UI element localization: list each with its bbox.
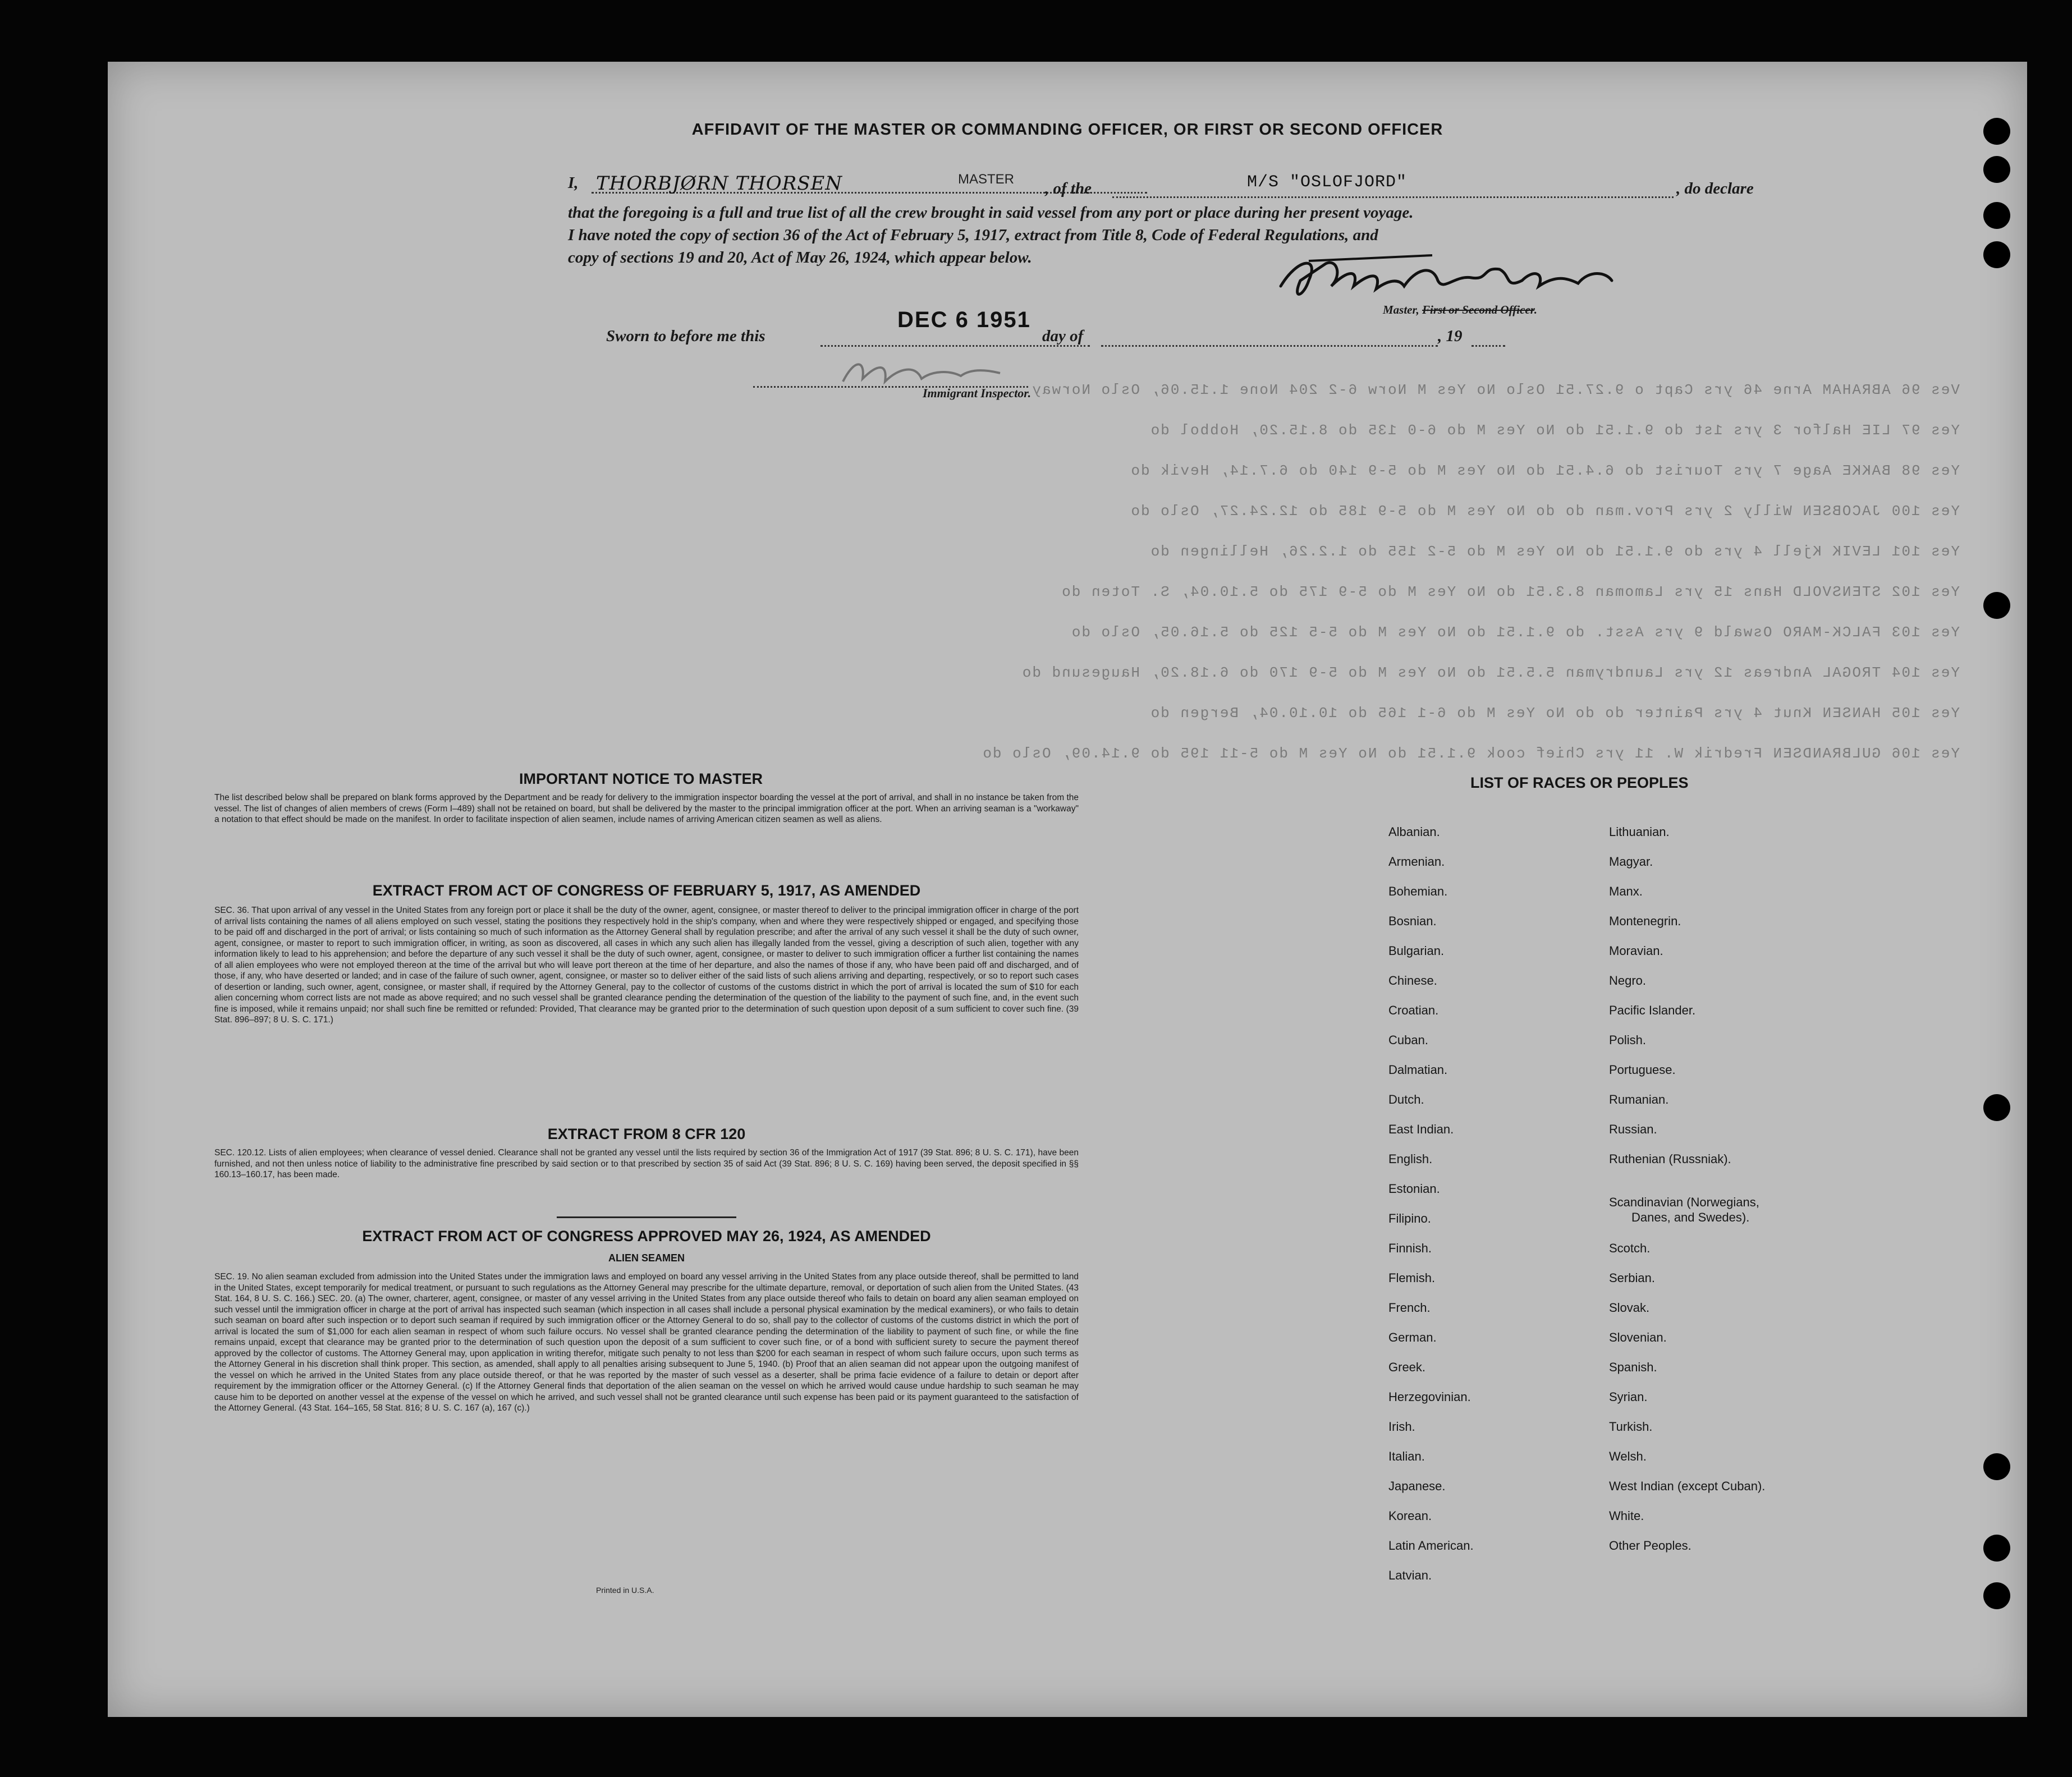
extract-1924-text: SEC. 19. No alien seaman excluded from admission into the United States under the immigration laws and employed on board any vessel arriving in the United States from any place outside thereof, shall be permitted to land in the United States, except temporarily for medical treatment, or pursuant to such regulations as the Attorney General may prescribe for the ultimate departure, removal, or deportation of such alien from the United States. (43 Stat. 164, 8 U. S. C. 166.) SEC. 20. (a) The owner, charterer, agent, consignee, or master of any vessel arriving in the United States from any place outside thereof who fails to detain on board any alien seaman employed on such vessel until the immigration officer in charge at the port of arrival has inspected such seaman (which inspection in all cases shall include a personal physical examination by the medical examiners), or who fails to detain such seaman on board after such inspection or to deport such seaman if required by such immigration officer or the Attorney General to do so, shall pay to the collector of customs of the customs district in which the port of arrival is located the sum of $1,000 for each alien seaman in respect of whom such failure occurs. No vessel shall be granted clearance pending the determination of the liability to payment of such fine, or while the fine remains unpaid, except that clearance may be granted prior to the determination of such question upon the deposit of a sum sufficient to cover such fine, or of a bond with sufficient surety to secure the payment thereof approved by the collector of customs. The Attorney General may, upon application in writing therefor, mitigate such penalty to not less than $200 for each seaman in respect of whom such failure occurs, upon such terms as the Attorney General in his discretion shall think proper. This section, as amended, shall apply to all penalties arising subsequent to June 5, 1940. (b) Proof that an alien seaman did not appear upon the outgoing manifest of the vessel on which he arrived in the United States from any place outside thereof, or that he was reported by the master of such vessel as a deserter, shall be prima facie evidence of a failure to detain or deport after requirement by the immigration officer or the Attorney General. (c) If the Attorney General finds that deportation of the alien seaman on the vessel on which he arrived would cause undue hardship to such seaman he may cause him to be deported on another vessel at the expense of the vessel on which he arrived, and such vessel shall not be granted clearance until such expense has been paid or its payment guaranteed to the satisfaction of the Attorney General. (43 Stat. 164–165, 58 Stat. 816; 8 U. S. C. 167 (a), 167 (c).): [214, 1272, 1079, 1413]
punch-hole: [1983, 202, 2010, 229]
race-item: English.: [1388, 1152, 1433, 1166]
extract-1924-heading: EXTRACT FROM ACT OF CONGRESS APPROVED MAY 26, 1924, AS AMENDED: [362, 1228, 931, 1245]
race-item: Herzegovinian.: [1388, 1390, 1471, 1404]
race-item: Russian.: [1609, 1122, 1657, 1136]
month-dotted-line: [1101, 345, 1438, 347]
race-item: Portuguese.: [1609, 1063, 1676, 1077]
punch-hole: [1983, 1535, 2010, 1562]
extract-1917-text: SEC. 36. That upon arrival of any vessel in the United States from any foreign port or place it shall be the duty of the owner, agent, consignee, or master thereof to deliver to the principal immigration officer in charge of the port of arrival lists containing the names of all aliens employed on such vessel, stating the positions they respectively hold in the ship's company, when and where they were respectively shipped or engaged, and specifying those to be paid off and discharged in the port of arrival; or lists containing so much of such information as the Attorney General shall by regulation prescribe; and after the arrival of any such vessel it shall be the duty of such owner, agent, consignee, or master to report to such immigration officer, in writing, as soon as discovered, all cases in which any such alien has illegally landed from the vessel, giving a description of such alien, together with any information likely to lead to his apprehension; and before the departure of any such vessel it shall be the duty of such owner, agent, consignee, or master to deliver to such immigration officer a further list containing the names of all alien employees who were not employed thereon at the time of the arrival but who will leave port thereon at the time of her departure, and also the names of those if any, who have been paid off and discharged, and of those, if any, who have deserted or landed; and in case of the failure of such owner, agent, consignee, or master so to deliver either of the said lists of such aliens arriving and departing, respectively, or so to report such cases of desertion or landing, such owner, agent, consignee, or master shall, if required by the Attorney General, pay to the collector of customs of the customs district in which the port of arrival is located the sum of $10 for each alien concerning whom correct lists are not made as above required; and no such vessel shall be granted clearance pending the determination of the question of the liability to the payment of such fine, and, in the event such fine is imposed, while it remains unpaid; nor shall such fine be remitted or refunded: Provided, That clearance may be granted prior to the determination of such question upon deposit of a sum sufficient to cover such fine. (39 Stat. 896–897; 8 U. S. C. 171.): [214, 906, 1079, 1025]
notice-text: The list described below shall be prepared on blank forms approved by the Department and be ready for delivery to the immigration inspector boarding the vessel at the port of arrival, and shall in no instance be taken from the vessel. The list of changes of alien members of crews (Form I–489) shall not be retained on board, but shall be delivered by the master to the principal immigration officer at the port. When an arriving seaman is a "workaway" a notation to that effect should be made on the manifest. In order to facilitate inspection of alien seamen, include names of arriving American citizen seamen as well as aliens.: [214, 793, 1079, 824]
declaration-line-2: I have noted the copy of section 36 of the Act of February 5, 1917, extract from Title 8, Code of Federal Regulations, and: [568, 226, 1378, 244]
race-item: White.: [1609, 1509, 1644, 1523]
vessel-name-field: M/S "OSLOFJORD": [1247, 173, 1408, 192]
race-item: Latvian.: [1388, 1568, 1432, 1582]
race-item: Croatian.: [1388, 1003, 1439, 1017]
race-item: Flemish.: [1388, 1271, 1436, 1285]
race-item: Negro.: [1609, 974, 1647, 988]
affidavit-title: AFFIDAVIT OF THE MASTER OR COMMANDING OFFICER, OR FIRST OR SECOND OFFICER: [691, 121, 1443, 139]
race-item: Other Peoples.: [1609, 1539, 1691, 1553]
punch-hole: [1983, 1094, 2010, 1121]
race-item: Armenian.: [1388, 855, 1445, 869]
race-item: Estonian.: [1388, 1182, 1440, 1196]
race-item: Turkish.: [1609, 1420, 1653, 1434]
race-item: Bohemian.: [1388, 884, 1448, 898]
of-the-label: , of the: [1045, 180, 1092, 198]
race-item: Danes, and Swedes).: [1631, 1210, 1750, 1224]
race-item: Syrian.: [1609, 1390, 1648, 1404]
race-item: Manx.: [1609, 884, 1643, 898]
sworn-label: Sworn to before me this: [606, 327, 765, 345]
race-item: Polish.: [1609, 1033, 1647, 1047]
bleed-through-text: Ves 96 ABRAHAM Arne 46 yrs Capt o 9.27.51 Oslo No Yes M Norw 6-2 204 None 1.15.06, Oslo Norway Yes 97 LIE Halfor 3 yrs 1st do 9.1.51 do No Yes M do 6-0 135 do 8.15.20, Hobbol do Yes 98 BAKKE Aage 7 yrs Tourist do 6.4.51 do No Yes M do 5-9 140 do 6.7.14, Hevik do Yes 100 JACOBSEN Willy 2 yrs Prov.man do do No Yes M do 5-9 185 do 12.24.27, Oslo do Yes 101 LEVIK Kjell 4 yrs do 9.1.51 do No Yes M do 5-2 155 do 1.2.26, Hellingen do Yes 102 STENSVOLD Hans 15 yrs Lamoman 8.3.51 do No Yes M do 5-9 175 do 5.10.04, S. Toten do Yes 103 FALCK-MARO Oswald 9 yrs Asst. do 9.1.51 do No Yes M do 5-5 125 do 5.16.05, Oslo do Yes 104 TROGAL Andreas 12 yrs Laundryman 5.5.51 do No Yes M do 5-9 170 do 6.18.20, Haugesund do Yes 105 HANSEN Knut 4 yrs Painter do do No Yes M do 6-1 165 do 10.10.04, Bergen do Yes 106 GULBRANDSEN Fredrik W. 11 yrs Chief cook 9.1.51 do No Yes M do 5-11 195 do 9.14.09, Oslo do: [982, 382, 1960, 762]
extract-cfr-heading: EXTRACT FROM 8 CFR 120: [547, 1126, 746, 1142]
manifest-sheet: [108, 62, 2027, 1717]
notice-heading: IMPORTANT NOTICE TO MASTER: [519, 770, 763, 787]
do-declare-label: , do declare: [1676, 180, 1754, 198]
race-item: Cuban.: [1388, 1033, 1428, 1047]
race-item: Welsh.: [1609, 1449, 1647, 1463]
extract-cfr-text: SEC. 120.12. Lists of alien employees; when clearance of vessel denied. Clearance shall not be granted any vessel until the lists required by section 36 of the Immigration Act of 1917 (39 Stat. 896; 8 U. S. C. 171), have been furnished, and not then unless notice of liability to the administrative fine prescribed by said section or to that prescribed by section 35 of said Act (39 Stat. 896; 8 U. S. C. 169) having been served, the deposit specified in §§ 160.13–160.17, has been made.: [214, 1148, 1079, 1179]
day-of-label: day of: [1042, 327, 1084, 345]
punch-hole: [1983, 592, 2010, 619]
race-item: Lithuanian.: [1609, 825, 1670, 839]
caption-end: .: [1534, 303, 1537, 316]
race-item: Rumanian.: [1609, 1092, 1669, 1106]
race-item: Greek.: [1388, 1360, 1426, 1374]
year-label: , 19: [1438, 327, 1463, 345]
race-item: Albanian.: [1388, 825, 1440, 839]
section-rule: [557, 1216, 736, 1218]
i-label: I,: [568, 174, 579, 192]
race-item: Dutch.: [1388, 1092, 1424, 1106]
extract-1917-heading: EXTRACT FROM ACT OF CONGRESS OF FEBRUARY 5, 1917, AS AMENDED: [372, 882, 921, 899]
race-item: German.: [1388, 1330, 1437, 1344]
race-item: Bulgarian.: [1388, 944, 1445, 958]
race-item: Spanish.: [1609, 1360, 1657, 1374]
race-item: Serbian.: [1609, 1271, 1655, 1285]
year-dotted-line: [1472, 345, 1505, 347]
race-item: Dalmatian.: [1388, 1063, 1448, 1077]
punch-hole: [1983, 118, 2010, 145]
race-item: Bosnian.: [1388, 914, 1437, 928]
race-item: Scandinavian (Norwegians,: [1609, 1195, 1759, 1209]
inspector-caption: Immigrant Inspector.: [923, 386, 1032, 400]
declaration-line-1: that the foregoing is a full and true list of all the crew brought in said vessel from any port or place during her present voyage.: [568, 204, 1414, 222]
punch-hole: [1983, 241, 2010, 268]
race-item: Japanese.: [1388, 1479, 1446, 1493]
race-item: Latin American.: [1388, 1539, 1474, 1553]
race-item: Italian.: [1388, 1449, 1425, 1463]
punch-hole: [1983, 1453, 2010, 1480]
alien-seamen-subheading: ALIEN SEAMEN: [608, 1252, 685, 1264]
declaration-line-3: copy of sections 19 and 20, Act of May 26, 1924, which appear below.: [568, 249, 1032, 267]
caption-struck-officer: First or Second Officer: [1422, 303, 1534, 316]
punch-hole: [1983, 156, 2010, 183]
race-item: Magyar.: [1609, 855, 1653, 869]
master-title-field: MASTER: [958, 172, 1015, 187]
race-item: Scotch.: [1609, 1241, 1651, 1255]
race-item: East Indian.: [1388, 1122, 1454, 1136]
race-item: Filipino.: [1388, 1211, 1431, 1225]
race-item: Pacific Islander.: [1609, 1003, 1696, 1017]
signature-caption: [1383, 303, 1537, 317]
race-item: French.: [1388, 1301, 1431, 1315]
race-item: West Indian (except Cuban).: [1609, 1479, 1766, 1493]
races-heading: LIST OF RACES OR PEOPLES: [1470, 774, 1689, 791]
race-item: Slovak.: [1609, 1301, 1650, 1315]
master-signature: [1275, 247, 1623, 309]
printed-in-label: Printed in U.S.A.: [596, 1586, 654, 1595]
punch-hole: [1983, 1582, 2010, 1609]
caption-master: Master,: [1383, 303, 1419, 316]
race-item: Chinese.: [1388, 974, 1437, 988]
vessel-dotted-line: [1112, 196, 1674, 198]
race-item: Finnish.: [1388, 1241, 1432, 1255]
race-item: Slovenian.: [1609, 1330, 1667, 1344]
race-item: Ruthenian (Russniak).: [1609, 1152, 1731, 1166]
race-item: Korean.: [1388, 1509, 1432, 1523]
race-item: Irish.: [1388, 1420, 1415, 1434]
master-name-field: THORBJØRN THORSEN: [596, 172, 843, 195]
race-item: Montenegrin.: [1609, 914, 1681, 928]
date-stamp: DEC 6 1951: [897, 307, 1031, 332]
race-item: Moravian.: [1609, 944, 1663, 958]
